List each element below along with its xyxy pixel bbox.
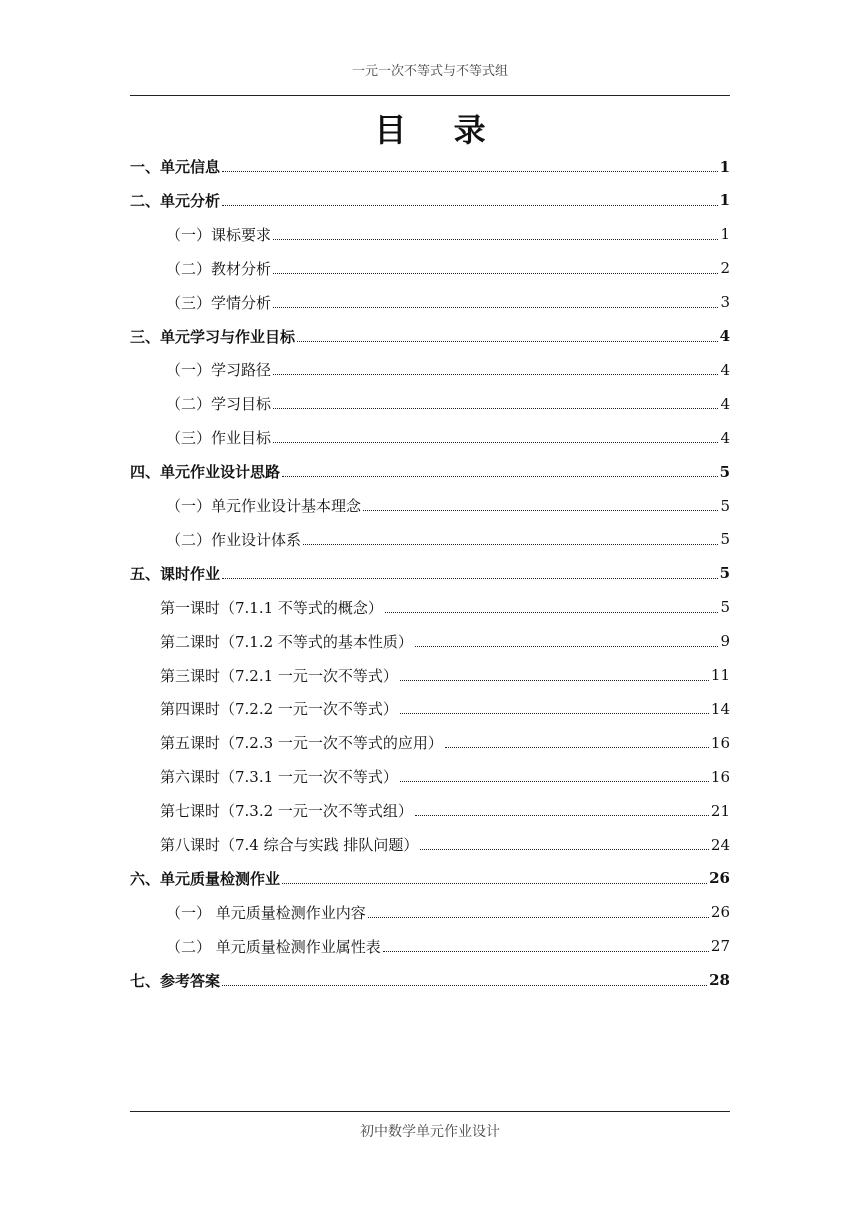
- toc-dot-leader: [273, 239, 718, 240]
- toc-entry-label: 六、单元质量检测作业: [130, 869, 281, 888]
- toc-entry-page-number: 4: [720, 394, 730, 413]
- toc-entry-label: （二）教材分析: [166, 259, 272, 278]
- toc-entry[interactable]: [166, 489, 730, 522]
- running-footer: 初中数学单元作业设计: [360, 1124, 500, 1140]
- toc-entry[interactable]: [160, 726, 730, 759]
- toc-entry-label: 五、课时作业: [130, 564, 221, 583]
- toc-dot-leader: [363, 510, 718, 511]
- toc-dot-leader: [400, 680, 709, 681]
- toc-entry-label: 第四课时（7.2.2 一元一次不等式）: [160, 700, 398, 719]
- page-title: 目 录: [374, 111, 504, 149]
- toc-entry[interactable]: [166, 286, 730, 319]
- toc-entry[interactable]: [160, 625, 730, 658]
- toc-dot-leader: [222, 171, 718, 172]
- toc-entry-page-number: 24: [710, 835, 730, 854]
- toc-entry-page-number: 2: [720, 259, 730, 278]
- toc-dot-leader: [385, 612, 718, 613]
- toc-entry-page-number: 5: [719, 462, 730, 481]
- toc-entry-page-number: 5: [720, 530, 730, 549]
- toc-entry-label: 七、参考答案: [130, 971, 221, 990]
- toc-entry-label: 第七课时（7.3.2 一元一次不等式组）: [160, 802, 413, 821]
- toc-dot-leader: [297, 341, 718, 342]
- toc-entry[interactable]: [130, 862, 730, 895]
- toc-entry[interactable]: [160, 828, 730, 861]
- toc-entry-page-number: 9: [720, 632, 730, 651]
- toc-dot-leader: [222, 985, 707, 986]
- toc-entry-label: 三、单元学习与作业目标: [130, 327, 296, 346]
- toc-entry-label: 四、单元作业设计思路: [130, 463, 281, 482]
- toc-entry-page-number: 1: [720, 225, 730, 244]
- toc-dot-leader: [222, 578, 718, 579]
- toc-dot-leader: [400, 781, 709, 782]
- header-divider: [130, 95, 730, 96]
- toc-entry-label: （二）作业设计体系: [166, 530, 302, 549]
- toc-entry[interactable]: [130, 320, 730, 353]
- toc-entry-label: （一）课标要求: [166, 225, 272, 244]
- toc-entry-page-number: 4: [720, 360, 730, 379]
- toc-entry[interactable]: [166, 896, 730, 929]
- toc-dot-leader: [445, 747, 709, 748]
- toc-entry[interactable]: [130, 184, 730, 217]
- toc-entry[interactable]: [166, 252, 730, 285]
- toc-entry-label: （三）作业目标: [166, 429, 272, 448]
- toc-dot-leader: [415, 815, 709, 816]
- toc-dot-leader: [368, 917, 709, 918]
- toc-entry-label: 二、单元分析: [130, 191, 221, 210]
- toc-dot-leader: [273, 442, 718, 443]
- toc-entry-page-number: 4: [720, 428, 730, 447]
- toc-entry[interactable]: [130, 557, 730, 590]
- toc-entry[interactable]: [166, 218, 730, 251]
- toc-dot-leader: [273, 408, 718, 409]
- toc-entry-page-number: 1: [719, 157, 730, 176]
- toc-entry-page-number: 21: [710, 801, 730, 820]
- running-header: 一元一次不等式与不等式组: [351, 64, 508, 79]
- toc-entry-label: （一） 单元质量检测作业内容: [166, 903, 366, 922]
- toc-dot-leader: [383, 951, 709, 952]
- toc-entry-label: （二）学习目标: [166, 395, 272, 414]
- toc-entry-page-number: 3: [720, 293, 730, 312]
- toc-entry-label: 第六课时（7.3.1 一元一次不等式）: [160, 768, 398, 787]
- toc-entry-page-number: 11: [710, 666, 730, 684]
- toc-entry-label: 第八课时（7.4 综合与实践 排队问题）: [160, 836, 419, 854]
- toc-dot-leader: [400, 713, 709, 714]
- toc-entry-page-number: 5: [719, 564, 730, 583]
- toc-entry[interactable]: [166, 387, 730, 420]
- toc-entry[interactable]: [160, 794, 730, 827]
- toc-entry-label: 第五课时（7.2.3 一元一次不等式的应用）: [160, 734, 443, 753]
- toc-entry-page-number: 1: [719, 191, 730, 210]
- toc-dot-leader: [273, 374, 718, 375]
- toc-dot-leader: [273, 307, 718, 308]
- toc-dot-leader: [222, 205, 718, 206]
- toc-entry[interactable]: [160, 591, 730, 624]
- toc-entry-page-number: 28: [709, 971, 730, 990]
- toc-entry-page-number: 4: [719, 327, 730, 345]
- toc-entry-label: （三）学情分析: [166, 293, 272, 312]
- toc-entry[interactable]: [160, 692, 730, 725]
- toc-entry-label: （一）学习路径: [166, 361, 272, 380]
- toc-entry-label: 第三课时（7.2.1 一元一次不等式）: [160, 666, 398, 685]
- toc-entry-page-number: 26: [709, 869, 730, 888]
- toc-entry-label: （一）单元作业设计基本理念: [166, 497, 362, 515]
- toc-entry[interactable]: [160, 760, 730, 793]
- toc-entry[interactable]: [130, 150, 730, 183]
- toc-dot-leader: [415, 646, 718, 647]
- toc-entry[interactable]: [166, 353, 730, 386]
- toc-entry-label: 第一课时（7.1.1 不等式的概念）: [160, 598, 383, 617]
- toc-entry-page-number: 5: [720, 598, 730, 617]
- toc-entry-label: 第二课时（7.1.2 不等式的基本性质）: [160, 632, 413, 651]
- toc-entry[interactable]: [166, 421, 730, 454]
- toc-entry-page-number: 5: [720, 496, 730, 515]
- toc-dot-leader: [303, 544, 718, 545]
- toc-entry-page-number: 16: [710, 733, 730, 752]
- toc-entry-page-number: 27: [710, 937, 730, 956]
- toc-entry-label: （二） 单元质量检测作业属性表: [166, 937, 381, 956]
- toc-entry[interactable]: [166, 930, 730, 963]
- toc-dot-leader: [273, 273, 718, 274]
- toc-entry[interactable]: [130, 455, 730, 488]
- toc-dot-leader: [420, 849, 709, 850]
- toc-entry-page-number: 26: [710, 903, 730, 922]
- toc-entry[interactable]: [166, 523, 730, 556]
- toc-entry-page-number: 14: [710, 699, 730, 718]
- toc-entry[interactable]: [160, 659, 730, 692]
- toc-entry-label: 一、单元信息: [130, 158, 221, 176]
- toc-entry[interactable]: [130, 964, 730, 997]
- footer-divider: [130, 1111, 730, 1112]
- toc-dot-leader: [282, 883, 707, 884]
- toc-dot-leader: [282, 476, 718, 477]
- toc-entry-page-number: 16: [710, 767, 730, 786]
